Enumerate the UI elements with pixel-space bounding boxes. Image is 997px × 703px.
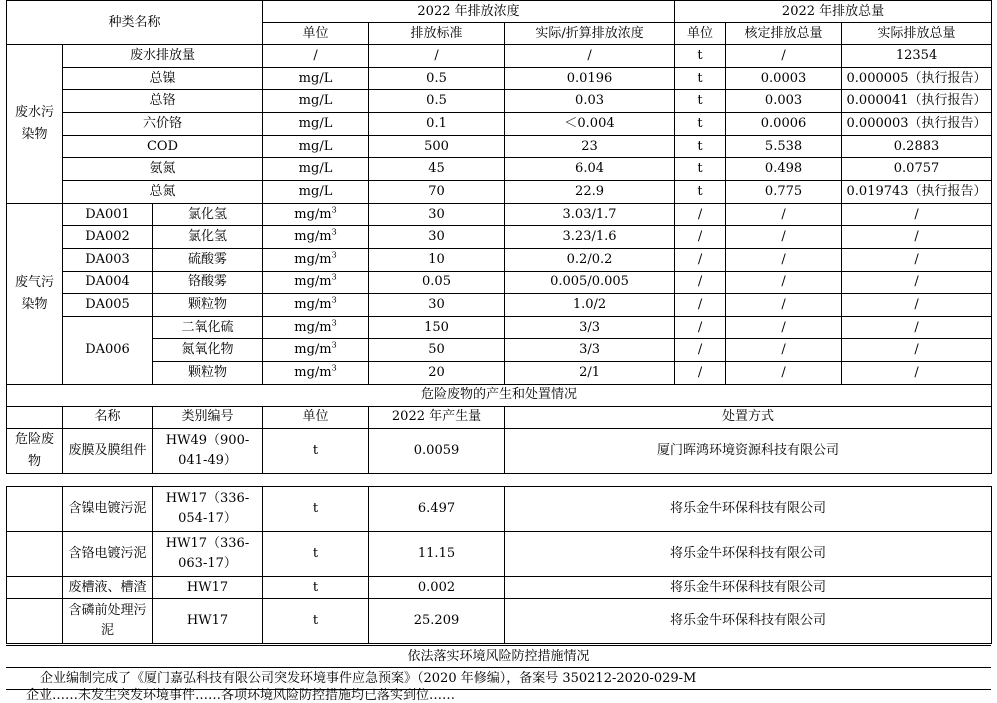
gas-unit-base: mg/m (294, 342, 332, 358)
water-pollutant-name: COD (63, 135, 263, 158)
gas-pollutant: 二氧化硫 (153, 316, 263, 339)
water-cell: 0.5 (369, 90, 505, 113)
gas-unit-sup: 3 (331, 363, 337, 373)
gas-cell: / (842, 249, 992, 272)
water-cell: 0.000003（执行报告） (842, 113, 992, 136)
table-row (7, 406, 992, 428)
hw-disposal: 将乐金牛环保科技有限公司 (505, 599, 992, 644)
gas-outlet: DA001 (63, 203, 153, 226)
water-pollutant-name: 总氮 (63, 181, 263, 204)
water-pollutant-name: 氨氮 (63, 158, 263, 181)
table-row (7, 339, 992, 362)
water-cell: t (675, 67, 726, 90)
header-unit: 单位 (263, 23, 369, 45)
gas-unit-base: mg/m (294, 206, 332, 222)
table-row (7, 158, 992, 181)
water-pollutant-label: 废水污染物 (7, 45, 63, 204)
gas-unit-base: mg/m (294, 274, 332, 290)
hw-code: HW17 (153, 599, 263, 644)
table-row (7, 203, 992, 226)
hw-code: HW17（336-054-17） (153, 487, 263, 532)
hw-disposal: 将乐金牛环保科技有限公司 (505, 532, 992, 577)
water-cell: 0.003 (726, 90, 842, 113)
hw-name: 含磷前处理污泥 (63, 599, 153, 644)
water-cell: t (675, 45, 726, 68)
gas-cell: / (842, 271, 992, 294)
water-cell: / (263, 45, 369, 68)
gas-cell: / (675, 271, 726, 294)
gas-pollutant-label: 废气污染物 (7, 203, 63, 384)
table-row (7, 384, 992, 406)
water-cell: 0.5 (369, 67, 505, 90)
hazardous-waste-section-title: 危险废物的产生和处置情况 (7, 384, 992, 406)
hw-unit: t (263, 599, 369, 644)
gas-cell: / (842, 294, 992, 317)
gas-unit-sup: 3 (331, 227, 337, 237)
hw-amount: 6.497 (369, 487, 505, 532)
water-cell: t (675, 181, 726, 204)
table-row (7, 67, 992, 90)
gas-cell: 3/3 (505, 316, 675, 339)
gas-unit (263, 339, 369, 362)
emission-table (6, 0, 992, 474)
water-cell: mg/L (263, 67, 369, 90)
water-pollutant-name: 总铬 (63, 90, 263, 113)
water-cell: 0.775 (726, 181, 842, 204)
table-row (7, 249, 992, 272)
gas-cell: 3.23/1.6 (505, 226, 675, 249)
gas-cell: 0.005/0.005 (505, 271, 675, 294)
hw-header-disposal: 处置方式 (505, 406, 992, 428)
risk-section-cut-text: 企业……未发生突发环境事件……各项环境风险防控措施均已落实到位…… (26, 688, 456, 703)
hw-disposal: 厦门晖鸿环境资源科技有限公司 (505, 428, 992, 473)
gas-cell: / (726, 226, 842, 249)
table-row (7, 316, 992, 339)
gas-cell: 3.03/1.7 (505, 203, 675, 226)
gas-cell: 30 (369, 203, 505, 226)
table-row (7, 599, 992, 644)
water-pollutant-name: 废水排放量 (63, 45, 263, 68)
gas-cell: / (726, 294, 842, 317)
gas-cell: / (726, 249, 842, 272)
header-total-group: 2022 年排放总量 (675, 1, 992, 23)
gas-outlet: DA006 (63, 316, 153, 384)
hw-name: 含铬电镀污泥 (63, 532, 153, 577)
water-cell: / (369, 45, 505, 68)
hw-amount: 25.209 (369, 599, 505, 644)
water-cell: 12354 (842, 45, 992, 68)
hw-unit: t (263, 532, 369, 577)
gas-cell: / (842, 316, 992, 339)
table-row (7, 90, 992, 113)
header-actual-total: 实际排放总量 (842, 23, 992, 45)
gas-cell: 0.05 (369, 271, 505, 294)
header-kind: 种类名称 (7, 1, 263, 45)
table-row (7, 294, 992, 317)
gas-cell: / (675, 249, 726, 272)
hazardous-waste-label: 危险废物 (7, 428, 63, 473)
hw-header-code: 类别编号 (153, 406, 263, 428)
table-row (7, 577, 992, 599)
water-cell: / (726, 45, 842, 68)
gas-unit (263, 249, 369, 272)
header-standard: 排放标准 (369, 23, 505, 45)
gas-unit-sup: 3 (331, 205, 337, 215)
gas-cell: 2/1 (505, 361, 675, 384)
hw-header-name: 名称 (63, 406, 153, 428)
water-cell: 5.538 (726, 135, 842, 158)
gas-cell: / (675, 226, 726, 249)
table-row (7, 428, 992, 473)
table-row (7, 135, 992, 158)
hazardous-waste-continued-table (6, 486, 992, 644)
gas-cell: / (842, 361, 992, 384)
hw-name: 废膜及膜组件 (63, 428, 153, 473)
gas-cell: / (726, 203, 842, 226)
gas-pollutant: 硫酸雾 (153, 249, 263, 272)
water-cell: 0.03 (505, 90, 675, 113)
header-unit2: 单位 (675, 23, 726, 45)
table-row (7, 113, 992, 136)
gas-cell: 10 (369, 249, 505, 272)
hw-label-blank (7, 599, 63, 644)
water-cell: mg/L (263, 158, 369, 181)
gas-unit (263, 316, 369, 339)
water-cell: t (675, 113, 726, 136)
gas-cell: / (726, 361, 842, 384)
header-concentration-group: 2022 年排放浓度 (263, 1, 675, 23)
water-cell: 0.000005（执行报告） (842, 67, 992, 90)
gas-pollutant: 颗粒物 (153, 294, 263, 317)
gas-cell: 30 (369, 226, 505, 249)
hw-header-amount: 2022 年产生量 (369, 406, 505, 428)
gas-cell: / (842, 226, 992, 249)
table-row (7, 361, 992, 384)
water-cell: t (675, 135, 726, 158)
gas-outlet: DA004 (63, 271, 153, 294)
hw-code: HW49（900-041-49） (153, 428, 263, 473)
water-cell: 23 (505, 135, 675, 158)
hw-amount: 0.002 (369, 577, 505, 599)
gas-pollutant: 氯化氢 (153, 203, 263, 226)
gas-cell: / (842, 339, 992, 362)
gas-pollutant: 颗粒物 (153, 361, 263, 384)
gas-cell: / (675, 294, 726, 317)
gas-cell: / (675, 339, 726, 362)
water-cell: / (505, 45, 675, 68)
water-cell: ＜0.004 (505, 113, 675, 136)
gas-outlet: DA002 (63, 226, 153, 249)
hw-unit: t (263, 428, 369, 473)
table-row (7, 45, 992, 68)
gas-cell: 1.0/2 (505, 294, 675, 317)
gas-unit-base: mg/m (294, 364, 332, 380)
header-approved-total: 核定排放总量 (726, 23, 842, 45)
water-cell: 70 (369, 181, 505, 204)
gas-pollutant: 铬酸雾 (153, 271, 263, 294)
water-cell: 45 (369, 158, 505, 181)
hw-amount: 0.0059 (369, 428, 505, 473)
hw-unit: t (263, 577, 369, 599)
gas-outlet: DA003 (63, 249, 153, 272)
hw-disposal: 将乐金牛环保科技有限公司 (505, 577, 992, 599)
hw-code: HW17（336-063-17） (153, 532, 263, 577)
water-cell: 0.2883 (842, 135, 992, 158)
gas-cell: 150 (369, 316, 505, 339)
gas-unit-sup: 3 (331, 295, 337, 305)
gas-pollutant: 氮氧化物 (153, 339, 263, 362)
water-cell: mg/L (263, 181, 369, 204)
gas-unit-base: mg/m (294, 229, 332, 245)
water-cell: t (675, 158, 726, 181)
water-cell: 500 (369, 135, 505, 158)
gas-unit (263, 361, 369, 384)
gas-cell: / (675, 316, 726, 339)
gas-unit-base: mg/m (294, 251, 332, 267)
gas-cell: / (675, 361, 726, 384)
gas-unit (263, 226, 369, 249)
water-cell: 0.019743（执行报告） (842, 181, 992, 204)
gas-unit-sup: 3 (331, 250, 337, 260)
risk-section-title: 依法落实环境风险防控措施情况 (6, 645, 991, 668)
table-row (7, 487, 992, 532)
gas-cell: 30 (369, 294, 505, 317)
gas-cell: / (726, 316, 842, 339)
gas-cell: 3/3 (505, 339, 675, 362)
hw-label-blank (7, 487, 63, 532)
table-row (7, 181, 992, 204)
water-cell: 0.0003 (726, 67, 842, 90)
hw-header-blank (7, 406, 63, 428)
water-cell: 6.04 (505, 158, 675, 181)
water-cell: 0.000041（执行报告） (842, 90, 992, 113)
hw-name: 废槽液、槽渣 (63, 577, 153, 599)
water-cell: 22.9 (505, 181, 675, 204)
water-cell: mg/L (263, 113, 369, 136)
hw-unit: t (263, 487, 369, 532)
hw-header-unit: 单位 (263, 406, 369, 428)
gas-cell: 0.2/0.2 (505, 249, 675, 272)
hw-amount: 11.15 (369, 532, 505, 577)
water-cell: 0.1 (369, 113, 505, 136)
water-cell: 0.0757 (842, 158, 992, 181)
gas-unit-base: mg/m (294, 319, 332, 335)
hw-disposal: 将乐金牛环保科技有限公司 (505, 487, 992, 532)
gas-cell: 20 (369, 361, 505, 384)
gas-unit (263, 271, 369, 294)
risk-section (6, 645, 991, 703)
gas-cell: 50 (369, 339, 505, 362)
table-row (7, 271, 992, 294)
water-cell: 0.0006 (726, 113, 842, 136)
gas-unit-sup: 3 (331, 273, 337, 283)
water-cell: t (675, 90, 726, 113)
gas-cell: / (726, 271, 842, 294)
header-actual-concentration: 实际/折算排放浓度 (505, 23, 675, 45)
gas-unit-sup: 3 (331, 318, 337, 328)
table-row (7, 532, 992, 577)
risk-section-text: 企业编制完成了《厦门嘉弘科技有限公司突发环境事件应急预案》（2020 年修编），备案号 350212-2020-029-M (6, 668, 991, 690)
gas-unit (263, 203, 369, 226)
hw-label-blank (7, 532, 63, 577)
gas-outlet: DA005 (63, 294, 153, 317)
hw-label-blank (7, 577, 63, 599)
water-cell: mg/L (263, 90, 369, 113)
gas-unit-base: mg/m (294, 296, 332, 312)
gas-cell: / (675, 203, 726, 226)
gas-unit-sup: 3 (331, 340, 337, 350)
gas-cell: / (842, 203, 992, 226)
water-cell: 0.498 (726, 158, 842, 181)
hw-code: HW17 (153, 577, 263, 599)
water-cell: 0.0196 (505, 67, 675, 90)
water-cell: mg/L (263, 135, 369, 158)
water-pollutant-name: 六价铬 (63, 113, 263, 136)
table-row (7, 1, 992, 23)
gas-unit (263, 294, 369, 317)
gas-cell: / (726, 339, 842, 362)
water-pollutant-name: 总镍 (63, 67, 263, 90)
table-row (7, 226, 992, 249)
hw-name: 含镍电镀污泥 (63, 487, 153, 532)
gas-pollutant: 氯化氢 (153, 226, 263, 249)
